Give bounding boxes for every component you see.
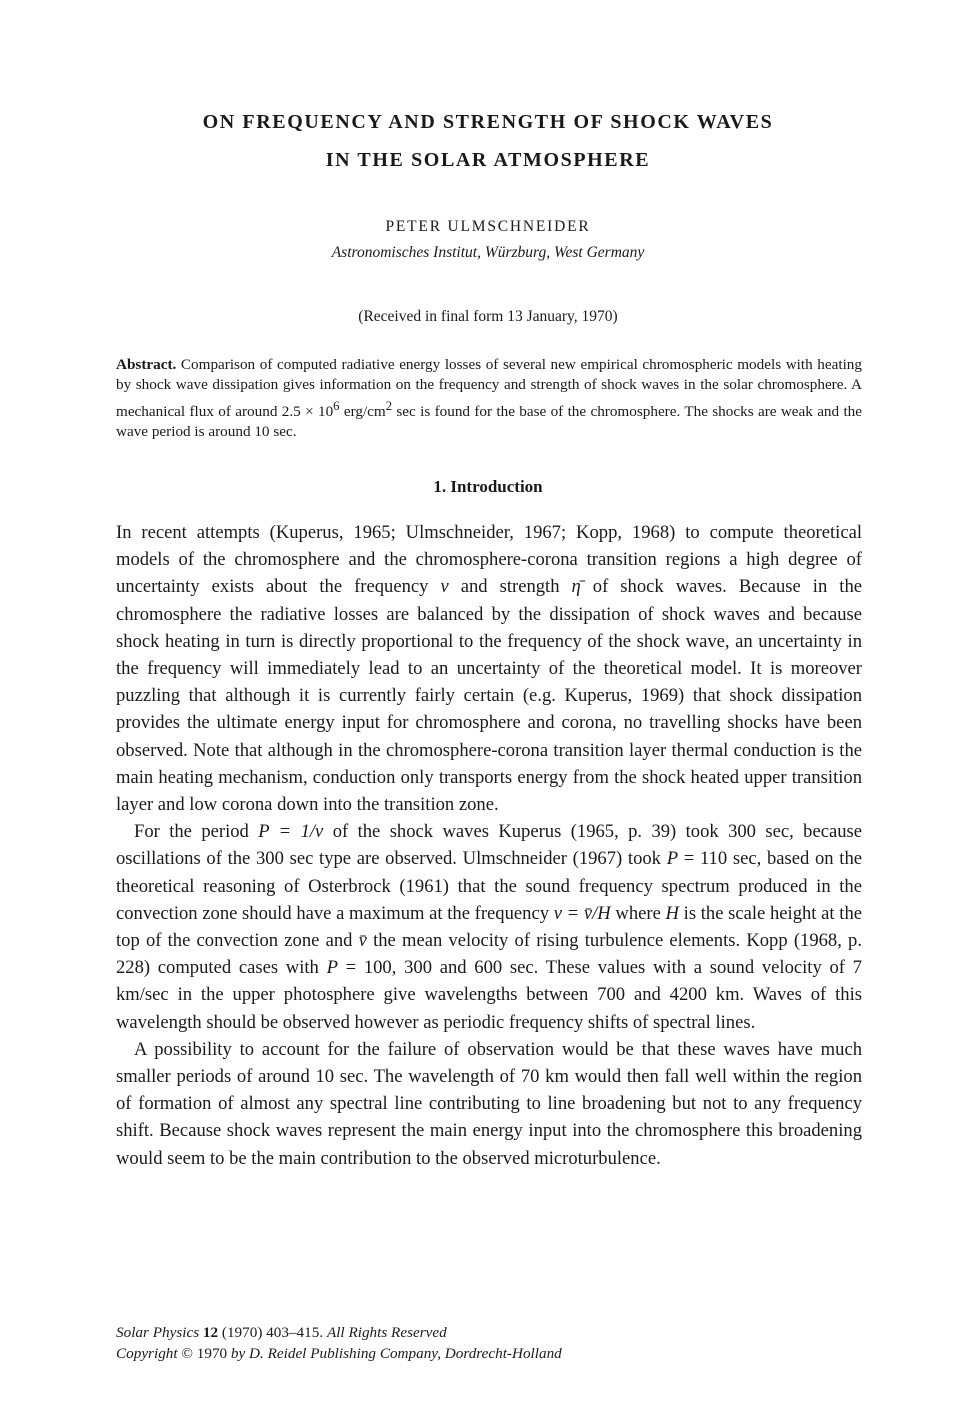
abstract-sup-2: 2 [385, 398, 393, 413]
section-heading-introduction: 1. Introduction [433, 477, 543, 496]
received-date: (Received in final form 13 January, 1970) [358, 308, 618, 325]
abstract-sup-1: 6 [333, 398, 340, 413]
p2-text-e: is the scale height at the top of the convection zone and [116, 902, 862, 952]
p2-formula-vbar: v̄ [358, 930, 367, 952]
abstract-text-3: sec is found for the base of the chromosphere. The shocks are weak and the wave period is around 10 sec. [116, 402, 863, 440]
author-name: PETER ULMSCHNEIDER [385, 218, 591, 235]
abstract [116, 355, 862, 442]
p2-formula-p-2: P [326, 957, 338, 979]
abstract-text-2: erg/cm [339, 402, 386, 420]
footer-copyright-year: 1970 [192, 1345, 231, 1362]
paper-title [100, 103, 876, 179]
p2-text-b: of the shock waves Kuperus (1965, p. 39) took 300 sec, because oscillations of the 300 sec type are observed. Ulmschneider (1967) took [116, 821, 862, 870]
paragraph-2 [116, 818, 862, 1036]
footer-line-2 [116, 1343, 862, 1364]
abstract-label: Abstract. [116, 356, 177, 373]
p2-text-a: For the period [134, 821, 259, 843]
paragraph-3: A possibility to account for the failure of observation would be that these waves have much smaller periods of around 10 sec. The wavelength of 70 km would then fall well within the region of formation of almost any spectral line contributing to line broadening but not to any frequency shift. Because shock waves represent the main energy input into the chromosphere this broadening would seem to be the main contribution to the observed microturbulence. [116, 1038, 862, 1169]
footer-journal: Solar Physics [116, 1324, 200, 1341]
title-line-2: IN THE SOLAR ATMOSPHERE [325, 149, 651, 171]
p2-text-c: = 110 sec, based on the theoretical reasoning of Osterbrock (1961) that the sound frequency spectrum produced in the convection zone should have a maximum at the frequency [116, 848, 862, 924]
paragraph-1 [116, 519, 862, 818]
abstract-text-1: Comparison of computed radiative energy losses of several new empirical chromospheric models with heating by shock wave dissipation gives information on the frequency and strength of shock waves in the solar chromosphere. A mechanical flux of around 2.5 × 10 [116, 356, 862, 420]
p1-symbol-nu: ν [440, 576, 449, 598]
body-text [116, 519, 862, 1172]
footer-citation [116, 1322, 862, 1364]
p1-symbol-eta: η̄ [571, 576, 581, 598]
author-affiliation: Astronomisches Institut, Würzburg, West Germany [331, 244, 645, 261]
p2-text-f: the mean velocity of rising turbulence elements. Kopp (1968, p. 228) computed cases with [116, 930, 862, 979]
footer-rights: All Rights Reserved [326, 1324, 447, 1341]
p1-text-c: of shock waves. Because in the chromosphere the radiative losses are balanced by the dissipation of shock waves and because shock heating in turn is directly proportional to the frequency of the shock wave, an uncertainty in the frequency will immediately lead to an uncertainty of the theoretical model. It is moreover puzzling that although it is currently fairly certain (e.g. Kuperus, 1969) that shock dissipation provides the ultimate energy input for chromosphere and corona, no travelling shocks have been observed. Note that although in the chromosphere-corona transition layer thermal conduction is the main heating mechanism, conduction only transports energy from the shock heated upper transition layer and low corona down into the transition zone. [116, 576, 862, 816]
p1-text-a: In recent attempts (Kuperus, 1965; Ulmschneider, 1967; Kopp, 1968) to compute theoretical models of the chromosphere and the chromosphere-corona transition regions a high degree of uncertainty exists about the frequency [116, 522, 862, 598]
footer-publisher: by D. Reidel Publishing Company, Dordrecht-Holland [230, 1345, 562, 1362]
p2-formula-h: H [665, 902, 679, 924]
footer-line-1 [116, 1322, 862, 1343]
footer-volume: 12 [202, 1324, 219, 1341]
p2-text-d: where [610, 902, 666, 924]
copyright-icon: © [181, 1345, 193, 1362]
p2-text-g: = 100, 300 and 600 sec. These values with a sound velocity of 7 km/sec in the upper photosphere give wavelengths between 700 and 4200 km. Waves of this wavelength should be observed however as periodic frequency shifts of spectral lines. [116, 957, 862, 1033]
p2-formula-frequency: ν = v̄/H [553, 902, 611, 924]
p1-text-b: and strength [448, 576, 572, 598]
title-line-1: ON FREQUENCY AND STRENGTH OF SHOCK WAVES [202, 111, 774, 133]
p2-formula-period: P = 1/ν [258, 821, 324, 843]
p2-formula-p: P [666, 848, 679, 870]
footer-pages: (1970) 403–415. [218, 1324, 327, 1341]
footer-copyright-prefix: Copyright [116, 1345, 182, 1362]
